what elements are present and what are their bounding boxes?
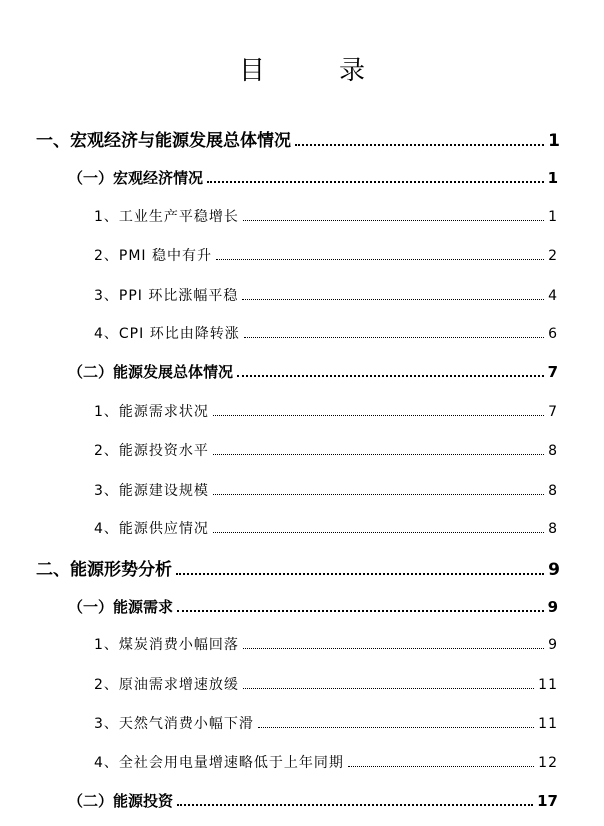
toc-entry-label: 1、工业生产平稳增长 bbox=[94, 209, 239, 225]
toc-page-number: 11 bbox=[538, 677, 558, 693]
toc-page-number: 1 bbox=[548, 131, 560, 151]
dot-leader bbox=[243, 688, 534, 689]
toc-entry-level3[interactable] bbox=[94, 440, 558, 460]
toc-entry-label: 4、CPI 环比由降转涨 bbox=[94, 326, 240, 342]
dot-leader bbox=[258, 727, 534, 728]
toc-page-number: 2 bbox=[548, 248, 558, 264]
toc-page-number: 1 bbox=[548, 209, 558, 225]
toc-entry-level3[interactable] bbox=[94, 674, 558, 694]
dot-leader bbox=[216, 259, 544, 260]
toc-entry-label: 一、宏观经济与能源发展总体情况 bbox=[36, 131, 291, 151]
toc-page-number: 1 bbox=[547, 169, 558, 187]
dot-leader bbox=[295, 144, 544, 146]
toc-page-number: 11 bbox=[538, 716, 558, 732]
toc-entry-label: 1、能源需求状况 bbox=[94, 404, 209, 420]
dot-leader bbox=[242, 299, 544, 300]
toc-entry-level3[interactable] bbox=[94, 323, 558, 343]
toc-entry-label: 3、能源建设规模 bbox=[94, 483, 209, 499]
toc-page-number: 9 bbox=[547, 598, 558, 616]
toc-page-number: 9 bbox=[548, 637, 558, 653]
toc-entry-level3[interactable] bbox=[94, 285, 558, 305]
toc-entry-label: （一）能源需求 bbox=[68, 598, 174, 616]
toc-entry-label: 4、能源供应情况 bbox=[94, 521, 209, 537]
toc-entry-level3[interactable] bbox=[94, 752, 558, 772]
toc-entry-label: 3、天然气消费小幅下滑 bbox=[94, 716, 254, 732]
toc-entry-level2[interactable] bbox=[68, 361, 558, 382]
dot-leader bbox=[213, 532, 544, 533]
toc-page-number: 12 bbox=[538, 755, 558, 771]
toc-entry-label: 2、原油需求增速放缓 bbox=[94, 677, 239, 693]
toc-page-number: 9 bbox=[548, 560, 560, 580]
toc-entry-level2[interactable] bbox=[68, 596, 558, 617]
toc-entry-label: （二）能源发展总体情况 bbox=[68, 363, 234, 381]
toc-page-number: 8 bbox=[548, 443, 558, 459]
toc-page-number: 6 bbox=[548, 326, 558, 342]
toc-entry-level3[interactable] bbox=[94, 206, 558, 226]
toc-entry-level3[interactable] bbox=[94, 401, 558, 421]
toc-page-number: 8 bbox=[548, 521, 558, 537]
dot-leader bbox=[213, 494, 544, 495]
toc-entry-level2[interactable] bbox=[68, 790, 558, 811]
dot-leader bbox=[348, 766, 534, 767]
toc-entry-level3[interactable] bbox=[94, 713, 558, 733]
toc-title: 目 录 bbox=[238, 56, 389, 86]
dot-leader bbox=[176, 573, 544, 575]
dot-leader bbox=[237, 375, 544, 377]
dot-leader bbox=[177, 610, 544, 612]
toc-entry-level1[interactable] bbox=[36, 126, 560, 151]
toc-entry-level3[interactable] bbox=[94, 480, 558, 500]
dot-leader bbox=[243, 648, 544, 649]
toc-entry-label: 二、能源形势分析 bbox=[36, 560, 172, 580]
toc-entry-level3[interactable] bbox=[94, 634, 558, 654]
toc-entry-level1[interactable] bbox=[36, 555, 560, 580]
toc-entry-level3[interactable] bbox=[94, 245, 558, 265]
dot-leader bbox=[207, 181, 544, 183]
dot-leader bbox=[213, 454, 544, 455]
toc-page-number: 4 bbox=[548, 288, 558, 304]
toc-entry-label: （一）宏观经济情况 bbox=[68, 169, 204, 187]
toc-page-number: 8 bbox=[548, 483, 558, 499]
toc-entry-label: 2、PMI 稳中有升 bbox=[94, 248, 213, 264]
toc-entry-label: 1、煤炭消费小幅回落 bbox=[94, 637, 239, 653]
toc-entry-level3[interactable] bbox=[94, 518, 558, 538]
dot-leader bbox=[177, 804, 533, 806]
toc-entry-label: 3、PPI 环比涨幅平稳 bbox=[94, 288, 239, 304]
toc-entry-level2[interactable] bbox=[68, 167, 558, 188]
toc-page-number: 7 bbox=[548, 404, 558, 420]
toc-page-number: 17 bbox=[537, 792, 558, 810]
dot-leader bbox=[243, 220, 544, 221]
toc-page-number: 7 bbox=[547, 363, 558, 381]
toc-entry-label: （二）能源投资 bbox=[68, 792, 174, 810]
toc-entry-label: 4、全社会用电量增速略低于上年同期 bbox=[94, 755, 344, 771]
toc-entry-label: 2、能源投资水平 bbox=[94, 443, 209, 459]
dot-leader bbox=[244, 337, 544, 338]
dot-leader bbox=[213, 415, 544, 416]
